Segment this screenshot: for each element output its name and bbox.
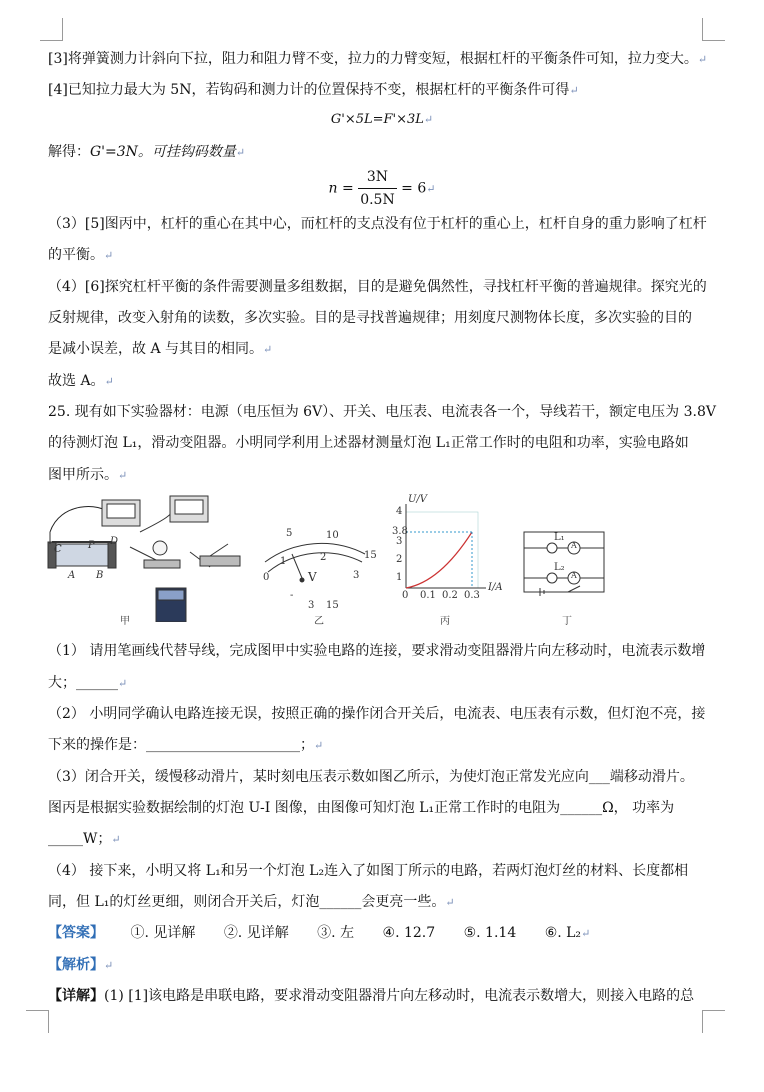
sub-2-line-1: （2） 小明同学确认电路连接无误，按照正确的操作闭合开关后，电流表、电压表有示数，但灯泡不亮，接 (48, 706, 706, 722)
dial-label-2: 2 (320, 552, 327, 563)
terminal-3: 3 (308, 600, 315, 611)
figure-row (40, 492, 720, 627)
answer-1: ①. 见详解 (130, 925, 196, 941)
line-4: （3）[5]图丙中，杠杆的重心在其中心，而杠杆的支点没有位于杠杆的重心上，杠杆自身的重力影响了杠杆 (48, 216, 707, 232)
ytick-3-8: 3.8 (392, 526, 408, 537)
line-8: 是减小误差，故 A 与其目的相同。↵ (48, 341, 273, 357)
figure-jia (48, 496, 240, 622)
sub-3-line-3: _____W；↵ (48, 831, 121, 847)
sub-1-line-2: 大；______↵ (48, 675, 128, 691)
ytick-4: 4 (396, 506, 403, 517)
terminal-minus: - (290, 590, 294, 601)
ytick-1: 1 (396, 572, 403, 583)
line-2: [4]已知拉力最大为 5N，若钩码和测力计的位置保持不变，根据杠杆的平衡条件可得↵ (48, 82, 579, 98)
xtick-0: 0 (402, 590, 409, 601)
line-6: （4）[6]探究杠杆平衡的条件需要测量多组数据，目的是避免偶然性，寻找杠杆平衡的普遍规律。探究光的 (48, 279, 707, 295)
sub-3-line-1: （3）闭合开关，缓慢移动滑片，某时刻电压表示数如图乙所示，为使灯泡正常发光应向___端移动滑片。 (48, 769, 694, 785)
dial-label-15: 15 (364, 550, 377, 561)
crop-mark-top-right (702, 18, 725, 41)
question-25-line-1: 25. 现有如下实验器材：电源（电压恒为 6V）、开关、电压表、电流表各一个，导线若干，额定电压为 3.8V (48, 404, 717, 420)
graph-ylabel: U/V (408, 494, 428, 505)
sub-1-line-1: （1） 请用笔画线代替导线，完成图甲中实验电路的连接，要求滑动变阻器滑片向左移动时，电流表示数增 (48, 643, 706, 659)
fraction: $\frac{3N}{0.5N}$ (358, 166, 397, 211)
line-3: 解得：G'=3N。可挂钩码数量↵ (48, 144, 246, 160)
sub-2-line-2: 下来的操作是：______________________；↵ (48, 737, 324, 753)
answer-2: ②. 见详解 (223, 925, 289, 941)
analysis-line: 【解析】↵ (48, 957, 114, 973)
lamp-l1: L₁ (554, 532, 565, 543)
terminal-p: P (88, 540, 95, 551)
question-25-line-3: 图甲所示。↵ (48, 467, 128, 483)
detail-line: 【详解】(1) [1]该电路是串联电路，要求滑动变阻器滑片向左移动时，电流表示数增大，则接入电路的总 (48, 988, 695, 1004)
ammeter-a2: A (571, 571, 577, 580)
line-9: 故选 A。↵ (48, 373, 114, 389)
line-1: [3]将弹簧测力计斜向下拉，阻力和阻力臂不变，拉力的力臂变短，根据杠杆的平衡条件可知，拉力变大。↵ (48, 51, 708, 67)
caption-yi: 乙 (314, 616, 324, 627)
sub-4-line-2: 同，但 L₁的灯丝更细，则闭合开关后，灯泡______会更亮一些。↵ (48, 894, 455, 910)
xtick-0-1: 0.1 (420, 590, 436, 601)
line-7: 反射规律，改变入射角的读数，多次实验。目的是寻找普遍规律；用刻度尺测物体长度，多次实验的目的 (48, 310, 692, 326)
dial-unit: V (308, 570, 317, 584)
terminal-c: C (54, 544, 62, 555)
terminal-b: B (96, 570, 104, 581)
dial-label-5: 5 (286, 528, 293, 539)
lamp-l2: L₂ (554, 562, 565, 573)
answer-line: 【答案】 ①. 见详解 ②. 见详解 ③. 左 ④. 12.7 ⑤. 1.14 ⑥. L₂↵ (48, 925, 591, 941)
dial-label-10: 10 (326, 530, 339, 541)
answer-4: ④. 12.7 (382, 925, 436, 941)
ytick-2: 2 (396, 554, 403, 565)
sub-3-line-2: 图丙是根据实验数据绘制的灯泡 U-I 图像，由图像可知灯泡 L₁正常工作时的电阻为______Ω， 功率为 (48, 800, 675, 816)
caption-bing: 丙 (440, 616, 450, 627)
answer-5: ⑤. 1.14 (463, 925, 517, 941)
figure-bing (406, 504, 486, 588)
crop-mark-bottom-right (702, 1010, 725, 1033)
sub-4-line-1: （4） 接下来，小明又将 L₁和另一个灯泡 L₂连入了如图丁所示的电路，若两灯泡灯丝的材料、长度都相 (48, 863, 689, 879)
question-25-line-2: 的待测灯泡 L₁，滑动变阻器。小明同学利用上述器材测量灯泡 L₁正常工作时的电阻和功率，实验电路如 (48, 435, 689, 451)
dial-label-0: 0 (263, 572, 270, 583)
dial-label-1: 1 (280, 556, 287, 567)
equation-count: n = $\frac{3N}{0.5N}$ = 6↵ (0, 166, 764, 211)
graph-xlabel: I/A (488, 582, 503, 593)
xtick-0-3: 0.3 (464, 590, 480, 601)
answer-6: ⑥. L₂ (544, 925, 582, 941)
caption-ding: 丁 (562, 616, 572, 627)
terminal-15: 15 (326, 600, 339, 611)
figure-svg (40, 492, 720, 622)
answer-label: 【答案】 (48, 925, 104, 941)
crop-mark-top-left (40, 18, 63, 41)
ammeter-a1: A (571, 541, 577, 550)
crop-mark-bottom-left (26, 1010, 49, 1033)
ytick-3: 3 (396, 536, 403, 547)
terminal-a: A (68, 570, 76, 581)
caption-jia: 甲 (120, 616, 130, 627)
line-5: 的平衡。↵ (48, 247, 114, 263)
xtick-0-2: 0.2 (442, 590, 458, 601)
answer-3: ③. 左 (317, 925, 355, 941)
terminal-d: D (110, 536, 119, 547)
equation-balance: G'×5L=F'×3L↵ (330, 112, 434, 127)
dial-label-3: 3 (353, 570, 360, 581)
